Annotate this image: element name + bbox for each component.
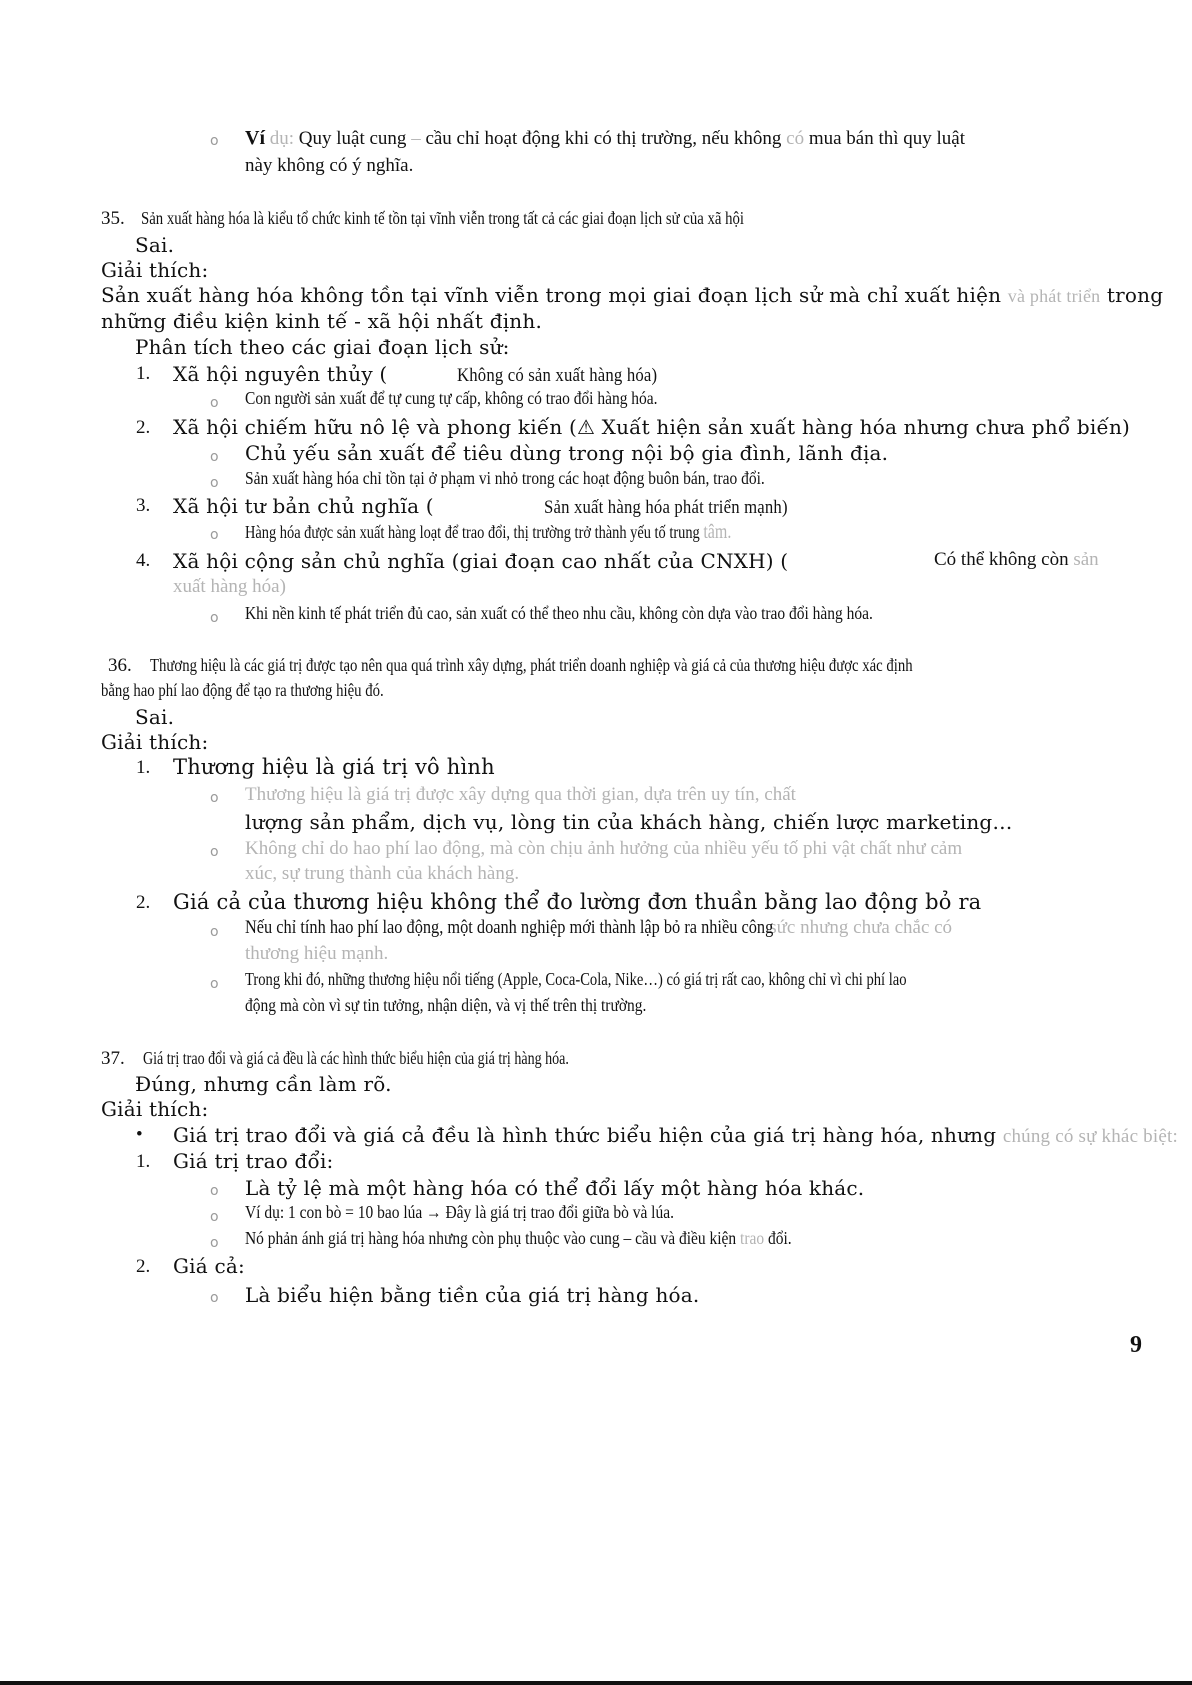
list-item bbox=[173, 549, 788, 573]
text-run: Xã hội tư bản chủ nghĩa ( bbox=[173, 494, 434, 518]
text-run-faded: tâm. bbox=[703, 521, 732, 543]
text-run: Xã hội cộng sản chủ nghĩa (giai đoạn cao nhất của CNXH) ( bbox=[173, 549, 789, 573]
list-item bbox=[173, 494, 821, 520]
list-bullet-icon: o bbox=[210, 475, 219, 491]
question-number: 37. bbox=[101, 1048, 125, 1069]
list-subitem: Sản xuất hàng hóa chỉ tồn tại ở phạm vi nhỏ trong các hoạt động buôn bán, trao đổi. bbox=[245, 468, 765, 488]
list-subitem: Trong khi đó, những thương hiệu nổi tiếng (Apple, Coca-Cola, Nike…) có giá trị rất cao, không chỉ vì chi phí lao bbox=[245, 969, 907, 989]
list-item: Giá cả của thương hiệu không thể đo lường đơn thuần bằng lao động bỏ ra bbox=[173, 890, 982, 914]
list-number: 2. bbox=[136, 1256, 151, 1277]
list-subitem: Khi nền kinh tế phát triển đủ cao, sản xuất có thể theo nhu cầu, không còn dựa vào trao đổi hàng hóa. bbox=[245, 603, 873, 623]
question-text: Thương hiệu là các giá trị được tạo nên qua quá trình xây dựng, phát triển doanh nghiệp và giá cả của thương hiệu được xác định bbox=[150, 655, 913, 675]
text-run: Hàng hóa được sản xuất hàng loạt để trao đổi, thị trường trở thành yếu tố trung bbox=[245, 522, 704, 542]
list-item: Thương hiệu là giá trị vô hình bbox=[173, 755, 495, 779]
list-bullet-icon: o bbox=[210, 395, 219, 411]
list-subitem: lượng sản phẩm, dịch vụ, lòng tin của khách hàng, chiến lược marketing… bbox=[245, 810, 1013, 834]
list-subitem: Là biểu hiện bằng tiền của giá trị hàng hóa. bbox=[245, 1283, 700, 1307]
answer-verdict: Sai. bbox=[135, 233, 175, 257]
list-subitem-faded: xúc, sự trung thành của khách hàng. bbox=[245, 863, 520, 884]
list-subitem: Ví dụ: 1 con bò = 10 bao lúa → Đây là giá trị trao đổi giữa bò và lúa. bbox=[245, 1202, 674, 1222]
text-run: Giá trị trao đổi và giá cả đều là hình thức biểu hiện của giá trị hàng hóa, nhưng bbox=[173, 1123, 1003, 1147]
list-subitem-faded: Thương hiệu là giá trị được xây dựng qua thời gian, dựa trên uy tín, chất bbox=[245, 784, 796, 805]
example-label-faded: dụ: bbox=[265, 128, 295, 149]
list-item bbox=[173, 1123, 1178, 1149]
list-bullet-icon: o bbox=[210, 1209, 219, 1225]
page-bottom-edge bbox=[0, 1681, 1192, 1685]
example-label: Ví bbox=[245, 127, 265, 149]
answer-verdict: Sai. bbox=[135, 705, 175, 729]
list-subitem: Chủ yếu sản xuất để tiêu dùng trong nội bộ gia đình, lãnh địa. bbox=[245, 441, 889, 465]
text-run: Không có sản xuất hàng hóa) bbox=[457, 365, 658, 386]
list-subitem bbox=[245, 1228, 792, 1250]
text-run-faded: – bbox=[406, 128, 426, 149]
explanation-heading: Giải thích: bbox=[101, 1097, 209, 1121]
text-line bbox=[101, 283, 1163, 308]
question-number: 35. bbox=[101, 208, 125, 229]
explanation-heading: Giải thích: bbox=[101, 730, 209, 754]
text-run-faded: trao bbox=[740, 1228, 765, 1248]
text-run-faded: có bbox=[786, 128, 805, 149]
text-run: Xã hội nguyên thủy ( bbox=[173, 362, 388, 386]
question-number: 36. bbox=[108, 655, 132, 676]
list-subitem bbox=[245, 917, 952, 940]
list-bullet-icon: o bbox=[210, 1183, 219, 1199]
list-item: Giá trị trao đổi: bbox=[173, 1149, 334, 1173]
list-number: 1. bbox=[136, 363, 151, 384]
list-number: 4. bbox=[136, 550, 151, 571]
list-subitem: động mà còn vì sự tin tưởng, nhận diện, và vị thế trên thị trường. bbox=[245, 995, 647, 1015]
text-run: cầu chỉ hoạt động khi có thị trường, nếu không bbox=[425, 128, 787, 149]
text-line bbox=[934, 549, 1099, 572]
bullet-dot-icon: • bbox=[136, 1124, 143, 1145]
text-run-faded: chúng có sự khác biệt: bbox=[1002, 1126, 1178, 1147]
text-run: Nó phản ánh giá trị hàng hóa nhưng còn phụ thuộc vào cung – cầu và điều kiện bbox=[245, 1228, 741, 1248]
list-subitem-faded: Không chỉ do hao phí lao động, mà còn chịu ảnh hưởng của nhiều yếu tố phi vật chất như cảm bbox=[245, 838, 963, 859]
text-line-faded: xuất hàng hóa) bbox=[173, 576, 286, 597]
text-run: Sản xuất hàng hóa phát triển mạnh) bbox=[543, 497, 788, 518]
text-run: Quy luật cung bbox=[294, 128, 407, 149]
list-bullet-icon: o bbox=[210, 527, 219, 543]
text-run-faded: sản bbox=[1073, 549, 1099, 570]
list-item: Giá cả: bbox=[173, 1254, 245, 1278]
list-subitem: Là tỷ lệ mà một hàng hóa có thể đổi lấy một hàng hóa khác. bbox=[245, 1176, 865, 1200]
page-number: 9 bbox=[1130, 1332, 1142, 1358]
list-bullet-icon: o bbox=[210, 790, 219, 806]
list-number: 1. bbox=[136, 757, 151, 778]
list-bullet-icon: o bbox=[210, 133, 219, 149]
list-bullet-icon: o bbox=[210, 1290, 219, 1306]
question-text: bằng hao phí lao động để tạo ra thương hiệu đó. bbox=[101, 680, 384, 700]
answer-verdict: Đúng, nhưng cần làm rõ. bbox=[135, 1072, 392, 1096]
text-run-faded: và phát triển bbox=[1007, 286, 1101, 306]
example-line bbox=[245, 126, 965, 151]
text-line: những điều kiện kinh tế - xã hội nhất định. bbox=[101, 309, 543, 333]
list-bullet-icon: o bbox=[210, 924, 219, 940]
list-bullet-icon: o bbox=[210, 1235, 219, 1251]
list-number: 2. bbox=[136, 892, 151, 913]
explanation-heading: Giải thích: bbox=[101, 258, 209, 282]
list-subitem-faded: thương hiệu mạnh. bbox=[245, 943, 389, 964]
list-bullet-icon: o bbox=[210, 610, 219, 626]
text-line: này không có ý nghĩa. bbox=[245, 155, 414, 176]
text-run: Có thể không còn bbox=[934, 549, 1074, 570]
question-text: Sản xuất hàng hóa là kiểu tổ chức kinh tế tồn tại vĩnh viễn trong tất cả các giai đoạn lịch sử của xã hội bbox=[141, 208, 744, 228]
list-bullet-icon: o bbox=[210, 449, 219, 465]
list-item bbox=[173, 362, 685, 388]
list-subitem bbox=[245, 520, 731, 544]
subheading: Phân tích theo các giai đoạn lịch sử: bbox=[135, 335, 510, 359]
list-number: 3. bbox=[136, 495, 151, 516]
list-bullet-icon: o bbox=[210, 844, 219, 860]
list-subitem: Con người sản xuất để tự cung tự cấp, không có trao đổi hàng hóa. bbox=[245, 388, 658, 408]
question-text: Giá trị trao đổi và giá cả đều là các hình thức biểu hiện của giá trị hàng hóa. bbox=[143, 1048, 569, 1068]
list-item: Xã hội chiếm hữu nô lệ và phong kiến (⚠ Xuất hiện sản xuất hàng hóa nhưng chưa phổ biến) bbox=[173, 415, 1131, 439]
list-number: 2. bbox=[136, 417, 151, 438]
list-number: 1. bbox=[136, 1151, 151, 1172]
text-run: mua bán thì quy luật bbox=[804, 128, 966, 149]
list-bullet-icon: o bbox=[210, 976, 219, 992]
text-run: đổi. bbox=[764, 1228, 792, 1248]
text-run: trong bbox=[1100, 283, 1164, 307]
text-run: Nếu chỉ tính hao phí lao động, một doanh nghiệp mới thành lập bỏ ra nhiều công bbox=[245, 917, 774, 938]
text-run-faded: sức nhưng chưa chắc có bbox=[769, 917, 953, 938]
text-run: Sản xuất hàng hóa không tồn tại vĩnh viễn trong mọi giai đoạn lịch sử mà chỉ xuất hiện bbox=[101, 283, 1008, 307]
